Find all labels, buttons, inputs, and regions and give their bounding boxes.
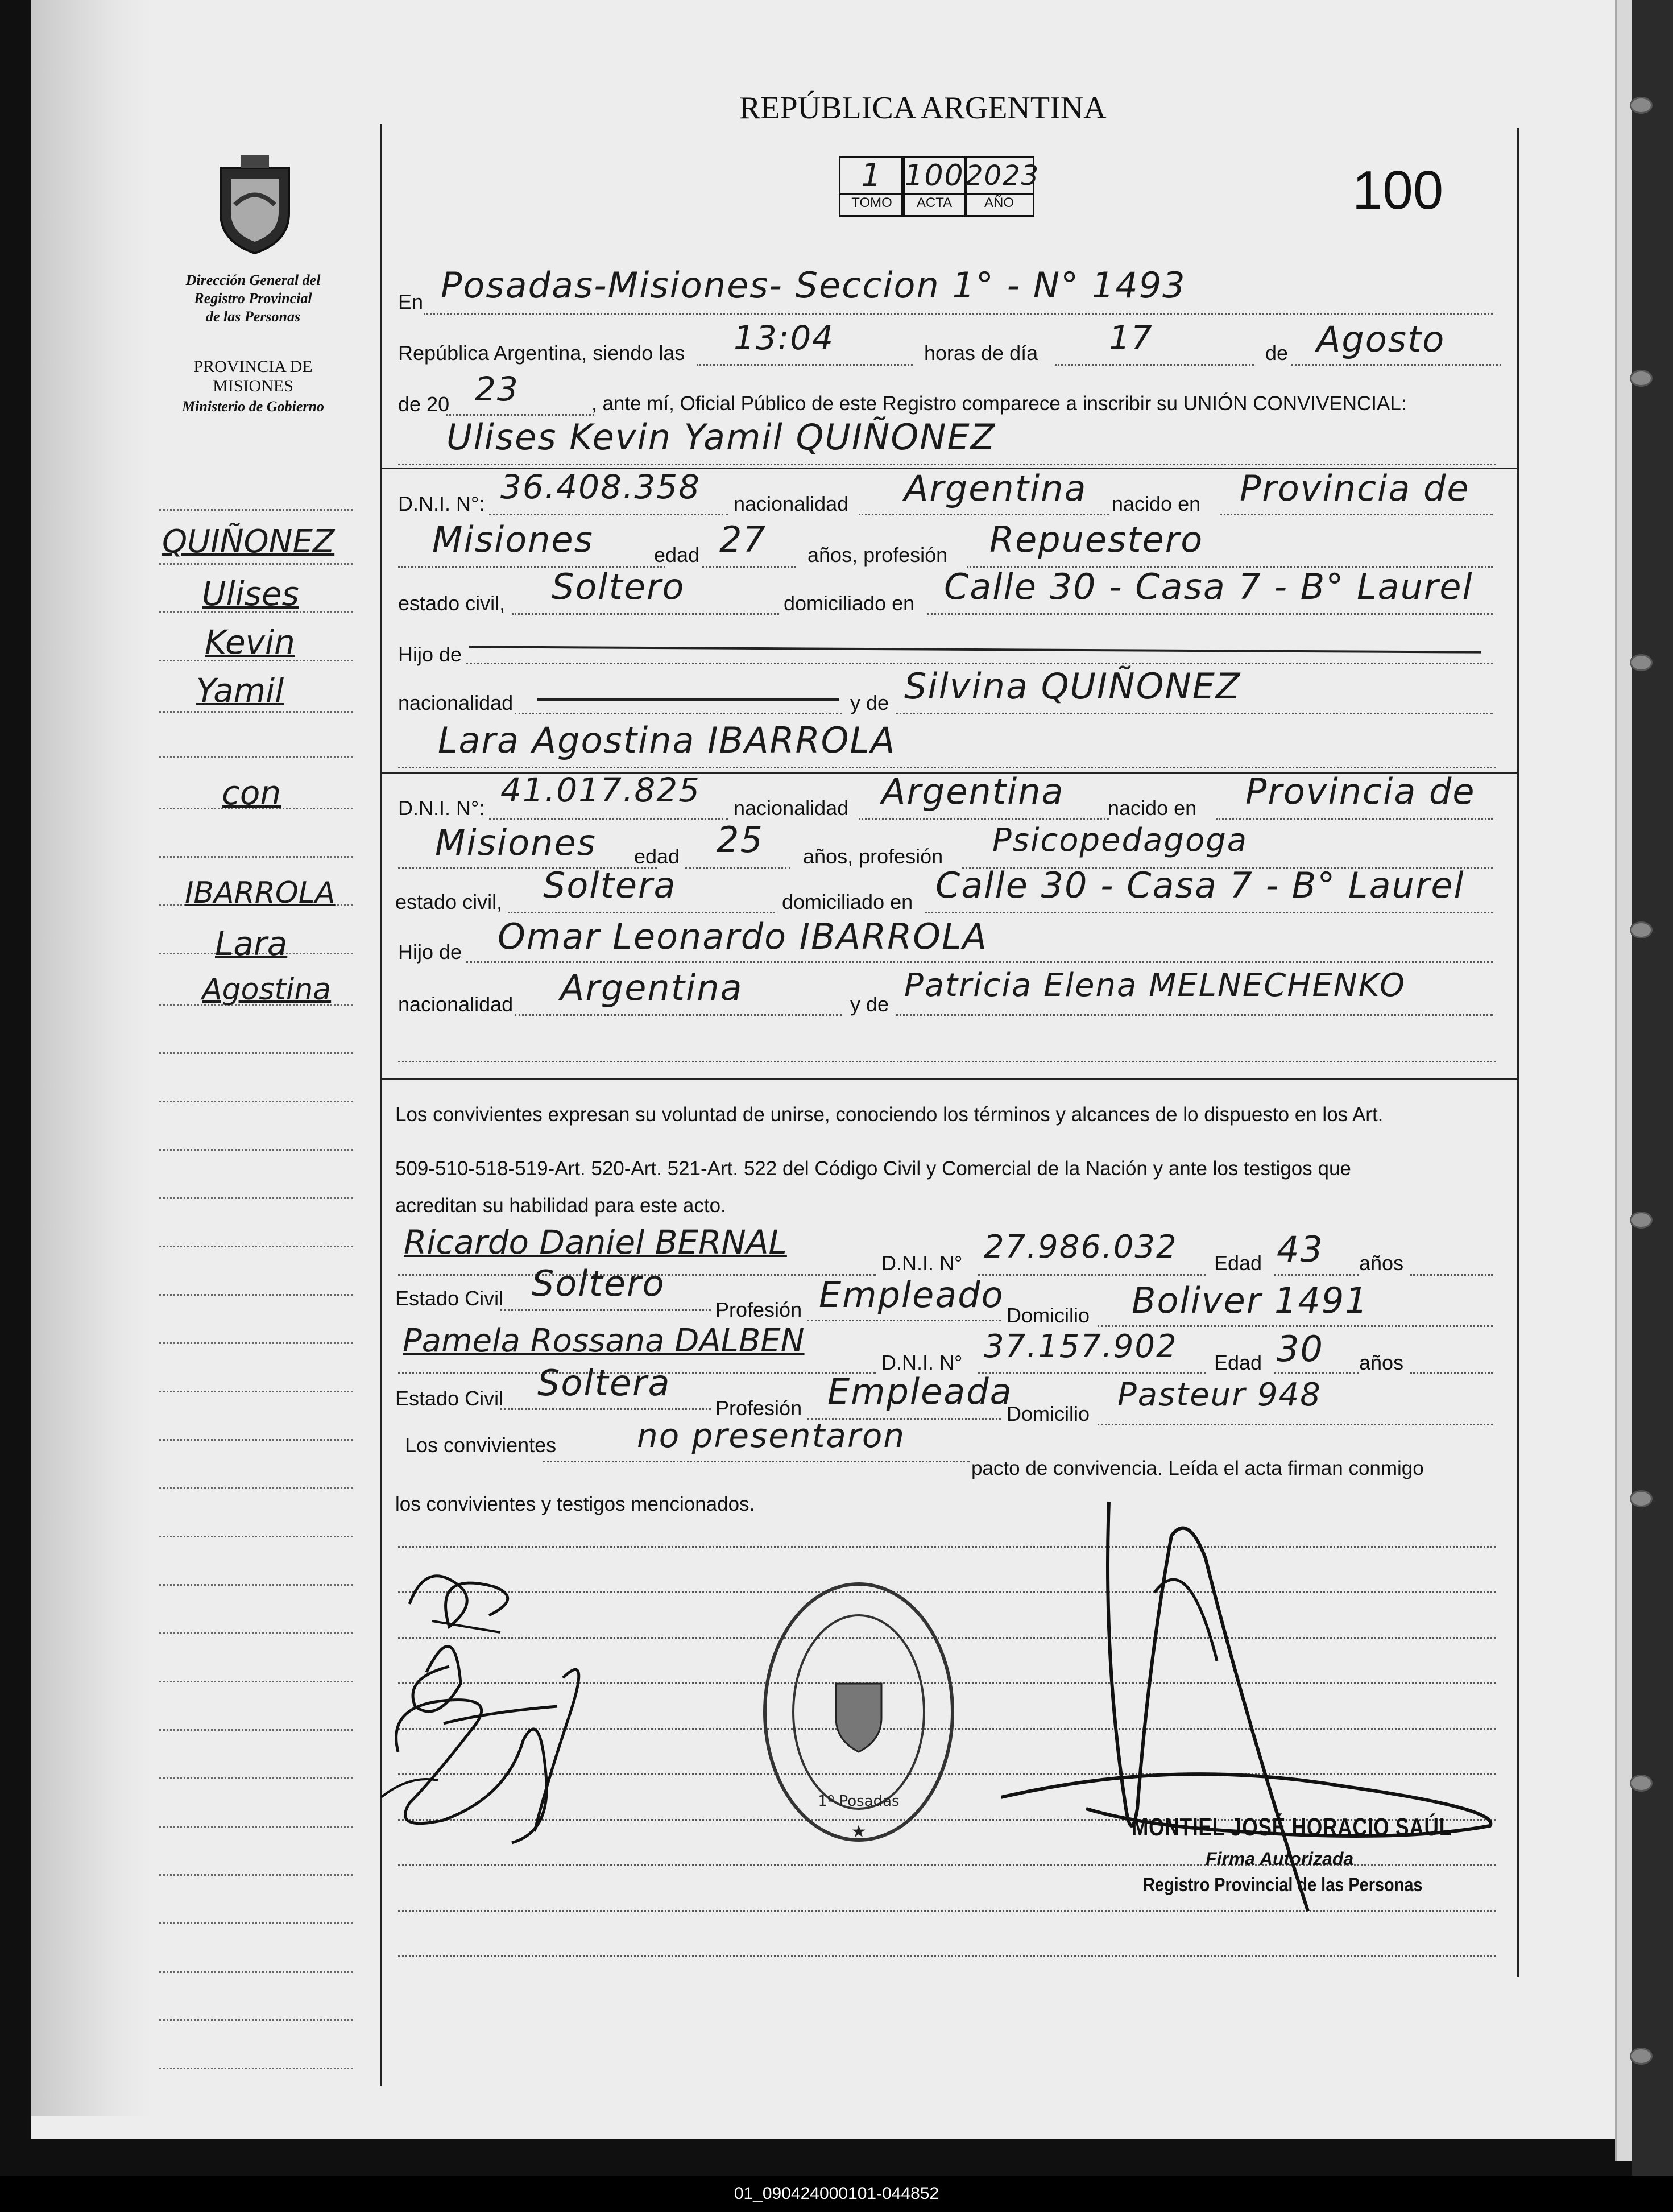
binding-hole [1630, 370, 1653, 387]
en-label: En [398, 290, 424, 313]
margin-line [159, 1971, 353, 1973]
testigo2-prof: Empleada [827, 1371, 1013, 1412]
margin-note: con [222, 774, 281, 812]
nacionalidad2-label: nacionalidad [398, 993, 514, 1016]
de-label: de [1265, 341, 1289, 365]
org-line3: de las Personas [205, 308, 301, 325]
binding-hole [1630, 97, 1653, 114]
fill-line [508, 912, 775, 913]
fill-line [896, 713, 1493, 714]
hijo-label: Hijo de [398, 643, 462, 666]
fill-line [398, 464, 1496, 465]
margin-line [159, 1681, 353, 1682]
margin-line [159, 1391, 353, 1392]
yde-label: y de [850, 691, 889, 714]
nacido-value-2: Misiones [432, 519, 594, 560]
fill-line [978, 1274, 1206, 1276]
fill-line [500, 1309, 711, 1311]
firmante-registro: Registro Provincial de las Personas [1143, 1874, 1423, 1896]
fill-line [543, 1461, 970, 1462]
fill-line [466, 663, 1493, 664]
fill-line [398, 1061, 1496, 1062]
fill-line [859, 514, 1109, 515]
nacido-value: Provincia de [1240, 468, 1470, 509]
fill-line [515, 713, 842, 714]
testigo1-prof-label: Profesión [715, 1298, 802, 1321]
org-line1: Dirección General del [185, 272, 321, 288]
margin-line [159, 1149, 353, 1151]
province-line2: MISIONES [213, 377, 293, 395]
edad-value: 27 [719, 519, 767, 560]
profesion-value: Repuestero [989, 519, 1204, 560]
margin-note: Lara [215, 924, 288, 963]
dia-value: 17 [1109, 319, 1153, 357]
testigo2-dom-label: Domicilio [1007, 1402, 1090, 1425]
profesion-value: Psicopedagoga [992, 822, 1248, 859]
nacionalidad2-label: nacionalidad [398, 691, 514, 714]
fill-line [1410, 1274, 1493, 1276]
margin-note: IBARROLA [185, 876, 336, 910]
domicilio-label: domiciliado en [782, 890, 913, 913]
nacido-value: Provincia de [1245, 771, 1476, 812]
fill-line [685, 867, 790, 869]
margin-line [159, 1922, 353, 1924]
testigo2-dni-label: D.N.I. N° [881, 1351, 963, 1374]
testigo1-civil-label: Estado Civil [395, 1287, 504, 1310]
declaracion-line3: acreditan su habilidad para este acto. [395, 1194, 726, 1217]
testigo2-edad-label: Edad [1214, 1351, 1262, 1374]
padre-nacionalidad-value: Argentina [560, 967, 743, 1008]
dni-value: 36.408.358 [500, 468, 701, 506]
convivientes-label: Los convivientes [405, 1433, 557, 1457]
margin-note: Ulises [202, 574, 299, 613]
ministry: Ministerio de Gobierno [182, 398, 324, 415]
testigo2-dom: Pasteur 948 [1117, 1376, 1322, 1413]
fill-line [697, 364, 913, 366]
de20-label: de 20 [398, 392, 450, 416]
margin-note: Yamil [196, 671, 284, 710]
testigo2-nombre: Pamela Rossana DALBEN [403, 1322, 805, 1359]
declaracion-line1: Los convivientes expresan su voluntad de unirse, conociendo los términos y alcances de lo dispuesto en los Art. [395, 1103, 1384, 1126]
domicilio-label: domiciliado en [784, 592, 915, 615]
margin-line [159, 509, 353, 511]
hora-value: 13:04 [734, 319, 835, 357]
nacionalidad-value: Argentina [881, 771, 1065, 812]
firmante-cargo: Firma Autorizada [1206, 1849, 1354, 1869]
horas-label: horas de día [924, 341, 1038, 365]
fill-line [859, 818, 1109, 820]
edad-value: 25 [717, 819, 764, 861]
fill-line [398, 767, 1496, 768]
hijo-label: Hijo de [398, 940, 462, 964]
province-line1: PROVINCIA DE [193, 357, 313, 376]
testigo1-dni-label: D.N.I. N° [881, 1251, 963, 1275]
margin-line [159, 2019, 353, 2021]
madre-value: Patricia Elena MELNECHENKO [904, 967, 1406, 1004]
estado-civil-value: Soltero [552, 566, 685, 607]
binding-hole [1630, 2048, 1653, 2065]
fill-line [515, 1014, 842, 1016]
fill-line [424, 313, 1493, 315]
binding-hole [1630, 654, 1653, 671]
testigo1-edad: 43 [1277, 1229, 1324, 1270]
estado-civil-label: estado civil, [398, 592, 506, 615]
fill-line [1098, 1325, 1493, 1327]
nacido-label: nacido en [1108, 796, 1197, 820]
fill-line [925, 912, 1493, 913]
section-divider [380, 1078, 1517, 1080]
edad-label: edad [654, 543, 700, 567]
nacionalidad-label: nacionalidad [734, 796, 849, 820]
binding-hole [1630, 1775, 1653, 1792]
signatures-left-icon [375, 1536, 614, 1854]
domicilio-value: Calle 30 - Casa 7 - B° Laurel [935, 865, 1465, 906]
pacto-respuesta: no presentaron [637, 1416, 906, 1455]
fill-line [466, 961, 1493, 963]
margin-line [159, 1777, 353, 1779]
fill-line [807, 1320, 1001, 1321]
margin-line [159, 563, 353, 565]
margin-note: QUIÑONEZ [162, 523, 335, 560]
margin-line [159, 856, 353, 858]
anio-box: 2023 AÑO [964, 156, 1034, 217]
acta-box: 100 ACTA [901, 156, 967, 217]
margin-line [159, 1632, 353, 1634]
estado-civil-value: Soltera [543, 865, 677, 906]
margin-line [159, 711, 353, 713]
yde-label: y de [850, 993, 889, 1016]
fill-line [446, 414, 594, 416]
fill-line [489, 514, 728, 515]
margin-line [159, 1584, 353, 1586]
persona1-nombre: Ulises Kevin Yamil QUIÑONEZ [446, 416, 996, 458]
file-id-footer: 01_090424000101-044852 [0, 2176, 1673, 2212]
province-emblem-icon [209, 151, 300, 256]
margin-line [159, 1246, 353, 1247]
frame-right-line [1517, 128, 1519, 1977]
org-line2: Registro Provincial [194, 290, 312, 307]
domicilio-value: Calle 30 - Casa 7 - B° Laurel [944, 566, 1473, 607]
nacido-value-2: Misiones [435, 822, 597, 863]
fill-line [1291, 364, 1501, 366]
siendo-label: República Argentina, siendo las [398, 341, 685, 365]
margin-line [159, 1294, 353, 1296]
binding-hole [1630, 1490, 1653, 1507]
fill-line [500, 1408, 711, 1410]
fill-line [1216, 818, 1493, 820]
fill-line [927, 613, 1493, 615]
nacionalidad-value: Argentina [904, 468, 1087, 509]
anio-value: 23 [475, 370, 519, 408]
testigo1-dni: 27.986.032 [984, 1229, 1178, 1266]
profesion-label: años, profesión [803, 845, 943, 868]
margin-line [159, 1439, 353, 1441]
margin-line [159, 1874, 353, 1876]
margin-line [159, 1101, 353, 1102]
binding-hole [1630, 921, 1653, 938]
margin-note: Kevin [205, 623, 295, 661]
testigo1-civil: Soltero [532, 1263, 665, 1304]
fill-line [702, 566, 796, 568]
margin-note: Agostina [202, 973, 332, 1007]
nacionalidad-label: nacionalidad [734, 492, 849, 515]
testigo2-dni: 37.157.902 [984, 1328, 1178, 1365]
testigo2-edad: 30 [1277, 1328, 1324, 1370]
tomo-box: 1 TOMO [839, 156, 905, 217]
testigo1-anios-label: años [1359, 1251, 1404, 1275]
comparece-text: , ante mí, Oficial Público de este Registro comparece a inscribir su UNIÓN CONVIVENCIAL: [591, 392, 1407, 415]
fill-line [1220, 514, 1493, 515]
cierre-line2: los convivientes y testigos mencionados. [395, 1493, 755, 1515]
official-stamp-icon [756, 1570, 961, 1854]
margin-line [159, 1052, 353, 1054]
margin-line [159, 1342, 353, 1344]
testigo1-dom-label: Domicilio [1007, 1304, 1090, 1327]
fill-line [1274, 1372, 1359, 1374]
declaracion-line2: 509-510-518-519-Art. 520-Art. 521-Art. 522 del Código Civil y Comercial de la Nación y ante los testigos que [395, 1157, 1351, 1180]
svg-text:★: ★ [851, 1822, 867, 1841]
testigo2-civil: Soltera [537, 1362, 671, 1404]
acta-number: 100 [1352, 160, 1444, 221]
testigo2-anios-label: años [1359, 1351, 1404, 1374]
margin-line [159, 1487, 353, 1489]
margin-line [159, 1826, 353, 1828]
background-edge [1632, 0, 1673, 2196]
margin-line [159, 756, 353, 758]
testigo1-dom: Boliver 1491 [1132, 1280, 1369, 1321]
persona2-nombre: Lara Agostina IBARROLA [438, 720, 896, 761]
fill-line [896, 1014, 1493, 1016]
estado-civil-label: estado civil, [395, 890, 503, 913]
binding-hole [1630, 1212, 1653, 1229]
country-title: REPÚBLICA ARGENTINA [739, 90, 1107, 126]
margin-line [159, 1729, 353, 1731]
dni-label: D.N.I. N°: [398, 492, 485, 515]
testigo2-civil-label: Estado Civil [395, 1387, 504, 1410]
fill-line [1274, 1274, 1359, 1276]
dni-label: D.N.I. N°: [398, 796, 485, 820]
fill-line [1410, 1372, 1493, 1374]
fill-line [1055, 364, 1254, 366]
madre-value: Silvina QUIÑONEZ [904, 665, 1241, 707]
padre-value: Omar Leonardo IBARROLA [498, 916, 988, 957]
margin-line [159, 2068, 353, 2069]
nacido-label: nacido en [1112, 492, 1201, 515]
testigo1-prof: Empleado [819, 1274, 1004, 1316]
edad-label: edad [634, 845, 680, 868]
dni-value: 41.017.825 [500, 771, 701, 809]
stamp-inner-text: 1º Posadas [818, 1793, 900, 1810]
margin-line [159, 1536, 353, 1537]
book-gutter [31, 0, 151, 2116]
lugar-value: Posadas-Misiones- Seccion 1° - N° 1493 [441, 264, 1186, 306]
testigo2-prof-label: Profesión [715, 1396, 802, 1420]
fill-line [489, 818, 728, 820]
cancel-stroke [537, 698, 839, 701]
testigo1-nombre: Ricardo Daniel BERNAL [404, 1223, 787, 1262]
testigo1-edad-label: Edad [1214, 1251, 1262, 1275]
fill-line [1098, 1424, 1493, 1425]
pacto-text: pacto de convivencia. Leída el acta firman conmigo [971, 1457, 1424, 1479]
fill-line [512, 613, 779, 615]
margin-line [159, 1197, 353, 1199]
mes-value: Agosto [1316, 319, 1446, 360]
profesion-label: años, profesión [807, 543, 948, 567]
firmante-nombre: MONTIEL JOSÉ HORACIO SAÚL [1132, 1813, 1452, 1841]
